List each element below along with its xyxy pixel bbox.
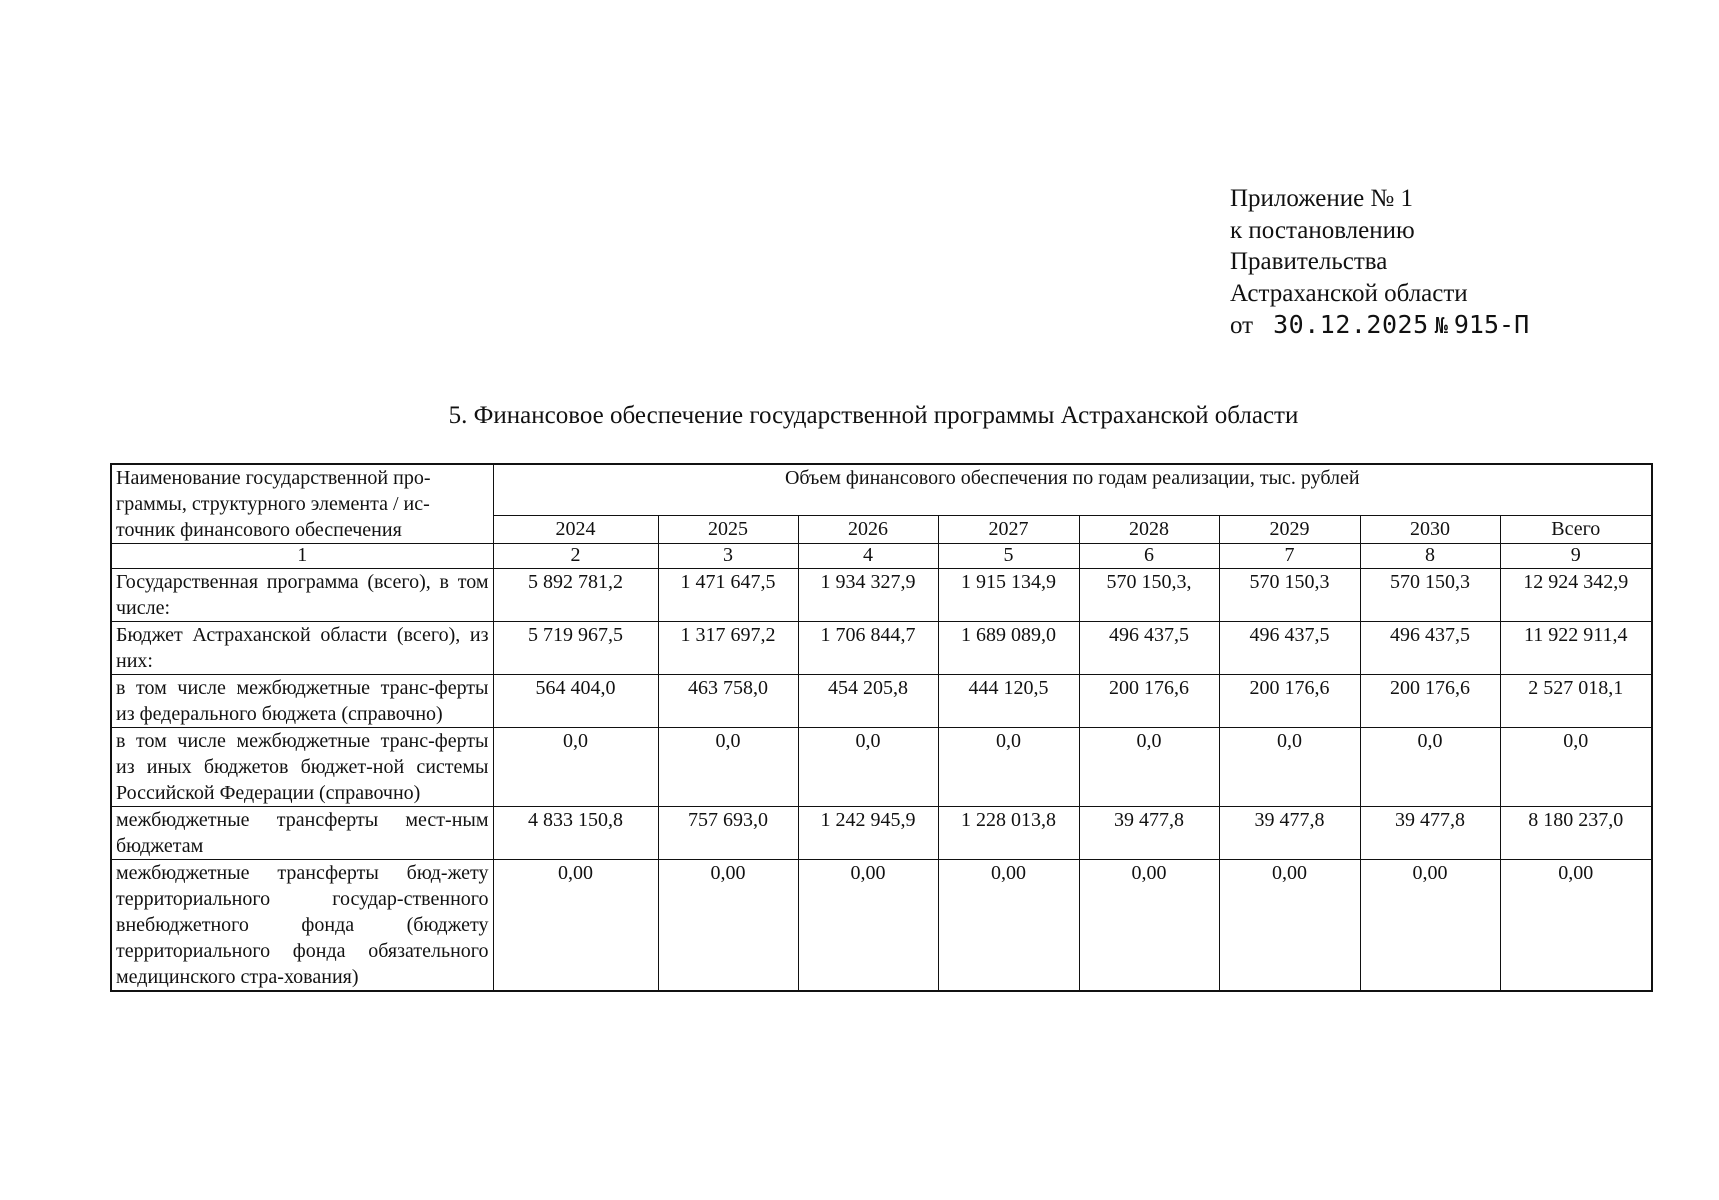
- value-cell: 1 934 327,9: [798, 569, 938, 622]
- value-cell: 0,0: [798, 728, 938, 807]
- value-cell: 200 176,6: [1079, 675, 1219, 728]
- column-number-cell: 8: [1360, 544, 1500, 569]
- value-cell: 0,00: [493, 860, 658, 992]
- year-header-cell: 2025: [658, 516, 798, 544]
- appendix-line-1: Приложение № 1: [1230, 185, 1414, 212]
- column-number-cell: 5: [938, 544, 1079, 569]
- value-cell: 4 833 150,8: [493, 807, 658, 860]
- row-name-cell: межбюджетные трансферты бюд-жету территориального государ-ственного внебюджетного фонда (бюджету территориального фонда обязательного медицинского стра-хования): [111, 860, 493, 992]
- value-cell: 8 180 237,0: [1500, 807, 1652, 860]
- appendix-line-3: Правительства: [1230, 248, 1388, 275]
- row-name-cell: в том числе межбюджетные транс-ферты из федерального бюджета (справочно): [111, 675, 493, 728]
- appendix-block: [1230, 183, 1529, 343]
- year-header-cell: 2030: [1360, 516, 1500, 544]
- value-cell: 39 477,8: [1219, 807, 1360, 860]
- value-cell: 0,00: [938, 860, 1079, 992]
- table-row: [111, 675, 1652, 728]
- year-header-cell: 2026: [798, 516, 938, 544]
- value-cell: 564 404,0: [493, 675, 658, 728]
- table-row: [111, 728, 1652, 807]
- appendix-line-4: Астраханской области: [1230, 279, 1468, 307]
- value-cell: 496 437,5: [1079, 622, 1219, 675]
- value-cell: 0,0: [1219, 728, 1360, 807]
- section-title: 5. Финансовое обеспечение государственной программы Астраханской области: [448, 402, 1299, 429]
- column-number-cell: 4: [798, 544, 938, 569]
- row-name-cell: межбюджетные трансферты мест-ным бюджетам: [111, 807, 493, 860]
- table-row: [111, 860, 1652, 992]
- value-cell: 200 176,6: [1360, 675, 1500, 728]
- year-header-cell: Всего: [1500, 516, 1652, 544]
- value-cell: 570 150,3: [1219, 569, 1360, 622]
- year-header-cell: 2024: [493, 516, 658, 544]
- year-header-cell: 2027: [938, 516, 1079, 544]
- value-cell: 454 205,8: [798, 675, 938, 728]
- value-cell: 570 150,3,: [1079, 569, 1219, 622]
- financing-table: [110, 463, 1653, 992]
- row-name-cell: Бюджет Астраханской области (всего), из них:: [111, 622, 493, 675]
- value-cell: 11 922 911,4: [1500, 622, 1652, 675]
- column-number-cell: 2: [493, 544, 658, 569]
- header-row: [111, 464, 1652, 516]
- year-header-cell: 2028: [1079, 516, 1219, 544]
- value-cell: 496 437,5: [1219, 622, 1360, 675]
- column-numbers-row: [111, 544, 1652, 569]
- value-cell: 1 706 844,7: [798, 622, 938, 675]
- column-number-cell: 9: [1500, 544, 1652, 569]
- value-cell: 757 693,0: [658, 807, 798, 860]
- appendix-line-2: к постановлению: [1230, 216, 1415, 244]
- value-cell: 0,00: [1500, 860, 1652, 992]
- value-cell: 1 228 013,8: [938, 807, 1079, 860]
- value-cell: 2 527 018,1: [1500, 675, 1652, 728]
- value-cell: 444 120,5: [938, 675, 1079, 728]
- value-cell: 39 477,8: [1079, 807, 1219, 860]
- value-cell: 0,00: [798, 860, 938, 992]
- volume-header: Объем финансового обеспечения по годам реализации, тыс. рублей: [493, 464, 1652, 516]
- year-header-cell: 2029: [1219, 516, 1360, 544]
- value-cell: 570 150,3: [1360, 569, 1500, 622]
- appendix-from-word: от: [1230, 312, 1254, 339]
- column-number-cell: 1: [111, 544, 493, 569]
- name-column-header: Наименование государственной про-граммы, структурного элемента / ис-точник финансового обеспечения: [111, 464, 493, 544]
- value-cell: 0,00: [1360, 860, 1500, 992]
- row-name-cell: Государственная программа (всего), в том числе:: [111, 569, 493, 622]
- table-row: [111, 622, 1652, 675]
- value-cell: 200 176,6: [1219, 675, 1360, 728]
- value-cell: 0,0: [1500, 728, 1652, 807]
- appendix-date-line: [1230, 309, 1529, 343]
- financing-table-body: [111, 464, 1652, 991]
- row-name-cell: в том числе межбюджетные транс-ферты из иных бюджетов бюджет-ной системы Российской Федерации (справочно): [111, 728, 493, 807]
- column-number-cell: 7: [1219, 544, 1360, 569]
- value-cell: 0,0: [493, 728, 658, 807]
- value-cell: 0,0: [938, 728, 1079, 807]
- value-cell: 0,0: [1360, 728, 1500, 807]
- column-number-cell: 6: [1079, 544, 1219, 569]
- value-cell: 0,00: [658, 860, 798, 992]
- document-number: 915-П: [1453, 310, 1530, 339]
- table-row: [111, 569, 1652, 622]
- value-cell: 5 892 781,2: [493, 569, 658, 622]
- value-cell: 1 689 089,0: [938, 622, 1079, 675]
- table-row: [111, 807, 1652, 860]
- value-cell: 1 242 945,9: [798, 807, 938, 860]
- value-cell: 0,0: [658, 728, 798, 807]
- document-date: 30.12.2025: [1273, 310, 1429, 339]
- value-cell: 496 437,5: [1360, 622, 1500, 675]
- value-cell: 1 471 647,5: [658, 569, 798, 622]
- column-number-cell: 3: [658, 544, 798, 569]
- value-cell: 0,00: [1219, 860, 1360, 992]
- value-cell: 1 317 697,2: [658, 622, 798, 675]
- value-cell: 0,0: [1079, 728, 1219, 807]
- value-cell: 5 719 967,5: [493, 622, 658, 675]
- value-cell: 463 758,0: [658, 675, 798, 728]
- value-cell: 39 477,8: [1360, 807, 1500, 860]
- value-cell: 12 924 342,9: [1500, 569, 1652, 622]
- value-cell: 1 915 134,9: [938, 569, 1079, 622]
- value-cell: 0,00: [1079, 860, 1219, 992]
- number-sign: №: [1434, 314, 1448, 339]
